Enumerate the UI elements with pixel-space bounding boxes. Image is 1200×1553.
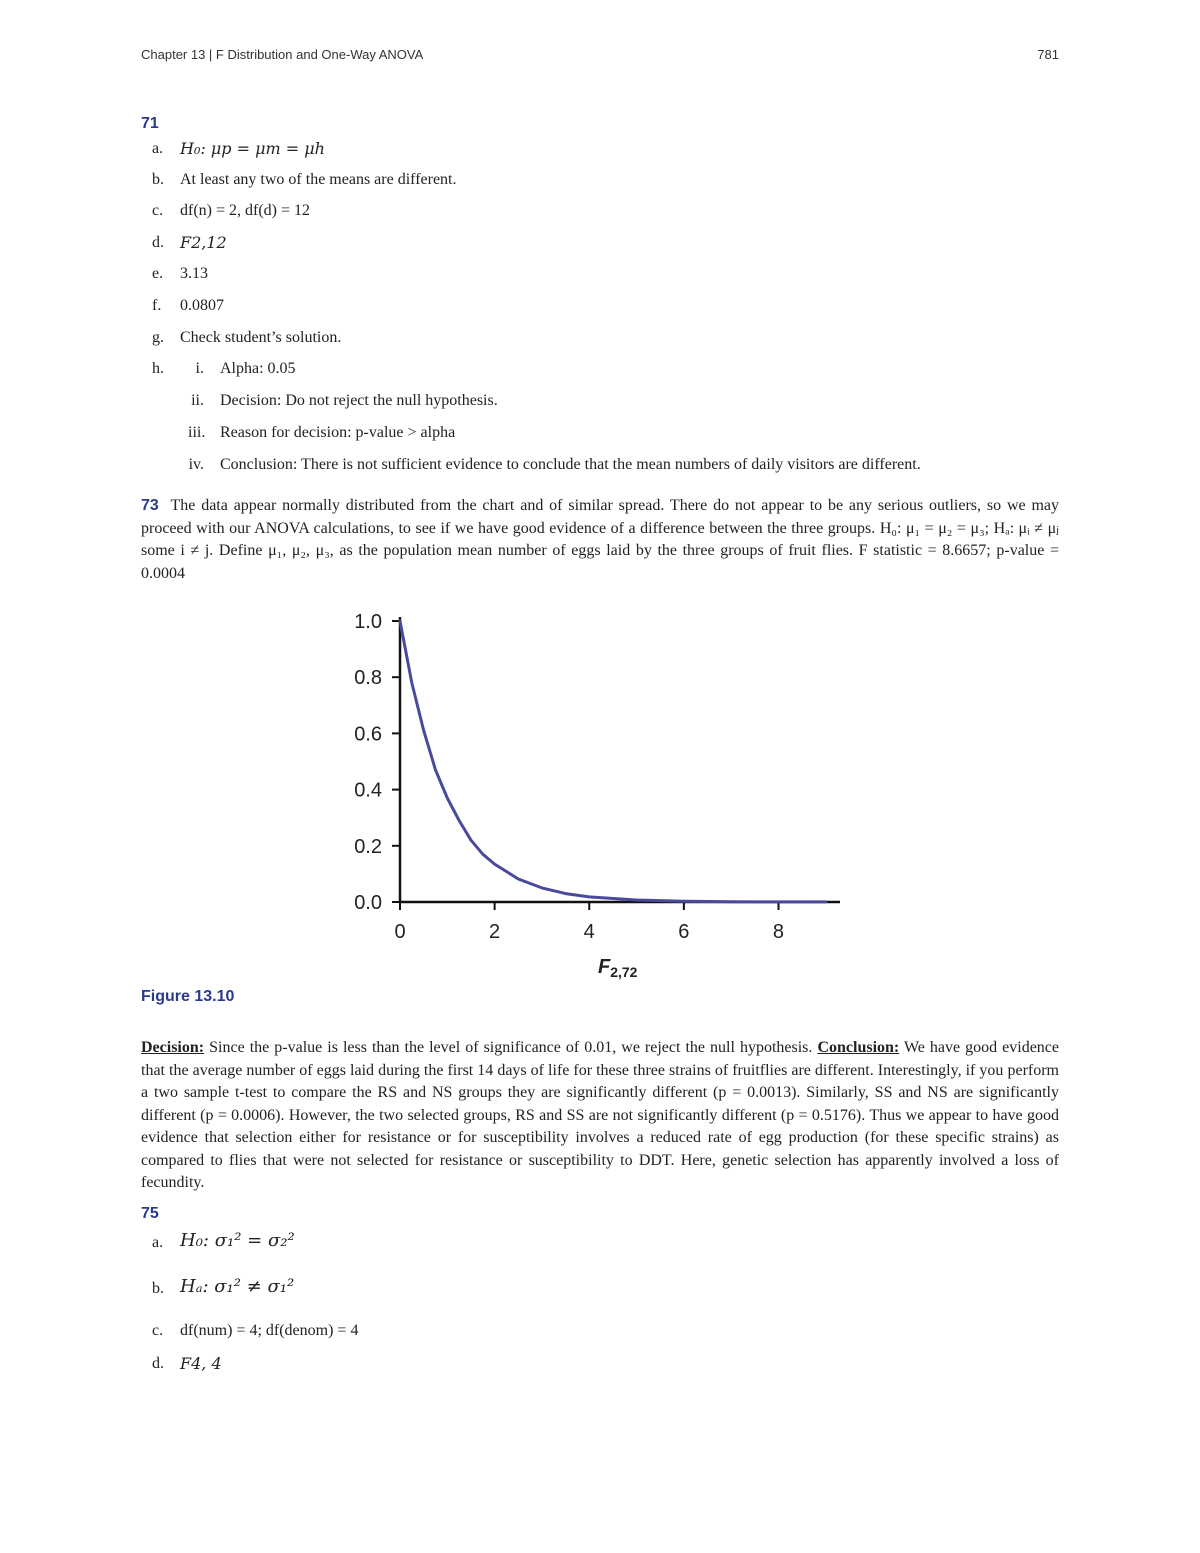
item-text: At least any two of the means are different. bbox=[180, 171, 457, 188]
sub-item-label: iv. bbox=[188, 456, 204, 473]
item-text: F2,12 bbox=[180, 233, 227, 252]
sub-item-text: Reason for decision: p-value > alpha bbox=[220, 424, 456, 441]
sub-item-text: Conclusion: There is not sufficient evidence to conclude that the mean numbers of daily visitors are different. bbox=[220, 456, 921, 473]
x-axis-label-base: F bbox=[598, 956, 611, 978]
item-text: 0.0807 bbox=[180, 297, 224, 314]
sub-item-label: iii. bbox=[188, 424, 206, 441]
decision-text: Since the p-value is less than the level of significance of 0.01, we reject the null hypothesis. bbox=[204, 1039, 818, 1056]
item-text: 3.13 bbox=[180, 265, 208, 282]
x-axis-label-subscript: 2,72 bbox=[610, 964, 638, 980]
question-number-73: 73 bbox=[141, 497, 159, 514]
item-text: F4, 4 bbox=[180, 1354, 222, 1373]
item-label: f. bbox=[152, 297, 162, 314]
question-number-75: 75 bbox=[141, 1205, 159, 1222]
item-text: df(num) = 4; df(denom) = 4 bbox=[180, 1322, 359, 1339]
q73-paragraph bbox=[141, 495, 1059, 585]
x-tick-label: 0 bbox=[394, 921, 406, 943]
item-text: Check student’s solution. bbox=[180, 329, 342, 346]
conclusion-label: Conclusion: bbox=[817, 1039, 900, 1056]
x-tick-label: 2 bbox=[489, 921, 501, 943]
y-tick-label: 0.4 bbox=[354, 779, 382, 802]
item-label: e. bbox=[152, 265, 164, 282]
y-tick-label: 0.0 bbox=[354, 892, 382, 914]
item-text: df(n) = 2, df(d) = 12 bbox=[180, 202, 311, 219]
running-header: Chapter 13 | F Distribution and One-Way ANOVA bbox=[141, 47, 424, 62]
conclusion-text: We have good evidence that the average number of eggs laid during the first 14 days of life for these three strains of fruitflies are different. Interestingly, if you perform a two sample t-test to compare the RS and NS groups they are significantly different (p = 0.0013). Similarly, SS and NS are significantly different (p = 0.0006). However, the two selected groups, RS and SS are not significantly different (p = 0.5176). Thus we appear to have good evidence that selection either for resistance or for susceptibility involves a reduced rate of egg production (for these specific strains) as compared to flies that were not selected for resistance or susceptibility to DDT. Here, genetic selection has apparently involved a loss of fecundity. bbox=[141, 1039, 1060, 1191]
y-tick-label: 1.0 bbox=[354, 611, 382, 633]
item-label: h. bbox=[152, 360, 164, 377]
chart-axes bbox=[400, 617, 840, 902]
item-text: H₀: μp = μm = μh bbox=[180, 139, 325, 158]
item-label: b. bbox=[152, 171, 164, 188]
item-label: g. bbox=[152, 329, 164, 346]
sub-item-label: ii. bbox=[191, 392, 204, 409]
y-tick-label: 0.6 bbox=[354, 723, 382, 746]
x-tick-label: 8 bbox=[772, 921, 785, 943]
f-distribution-chart bbox=[330, 600, 860, 985]
item-label: d. bbox=[152, 1355, 164, 1372]
item-label: a. bbox=[152, 140, 164, 157]
item-text: H₀: σ₁² = σ₂² bbox=[180, 1230, 295, 1251]
figure-caption: Figure 13.10 bbox=[141, 988, 235, 1005]
sub-item-text: Decision: Do not reject the null hypothesis. bbox=[220, 392, 498, 409]
item-label: b. bbox=[152, 1280, 164, 1297]
decision-paragraph bbox=[141, 1037, 1059, 1195]
item-label: a. bbox=[152, 1234, 164, 1251]
y-tick-label: 0.2 bbox=[354, 835, 382, 858]
y-tick-label: 0.8 bbox=[354, 667, 382, 690]
item-label: c. bbox=[152, 202, 164, 219]
sub-item-label: i. bbox=[195, 360, 204, 377]
x-tick-label: 4 bbox=[583, 921, 595, 943]
question-number-71: 71 bbox=[141, 115, 159, 132]
x-axis-label bbox=[598, 956, 638, 980]
sub-item-text: Alpha: 0.05 bbox=[220, 360, 296, 377]
decision-label: Decision: bbox=[141, 1039, 205, 1056]
page-number: 781 bbox=[1037, 47, 1059, 62]
q73-text: The data appear normally distributed from the chart and of similar spread. There do not appear to be any serious outliers, so we may proceed with our ANOVA calculations, to see if we have good evidence of a difference between the three groups. H₀: μ₁ = μ₂ = μ₃; Hₐ: μᵢ ≠ μⱼ some i ≠ j. Define μ₁, μ₂, μ₃, as the population mean number of eggs laid by the three groups of fruit flies. F statistic = 8.6657; p-value = 0.0004 bbox=[141, 497, 1059, 582]
item-label: d. bbox=[152, 234, 164, 251]
item-label: c. bbox=[152, 1322, 164, 1339]
series-line bbox=[400, 621, 826, 902]
item-text: Hₐ: σ₁² ≠ σ₁² bbox=[180, 1276, 295, 1297]
x-tick-label: 6 bbox=[678, 921, 690, 943]
